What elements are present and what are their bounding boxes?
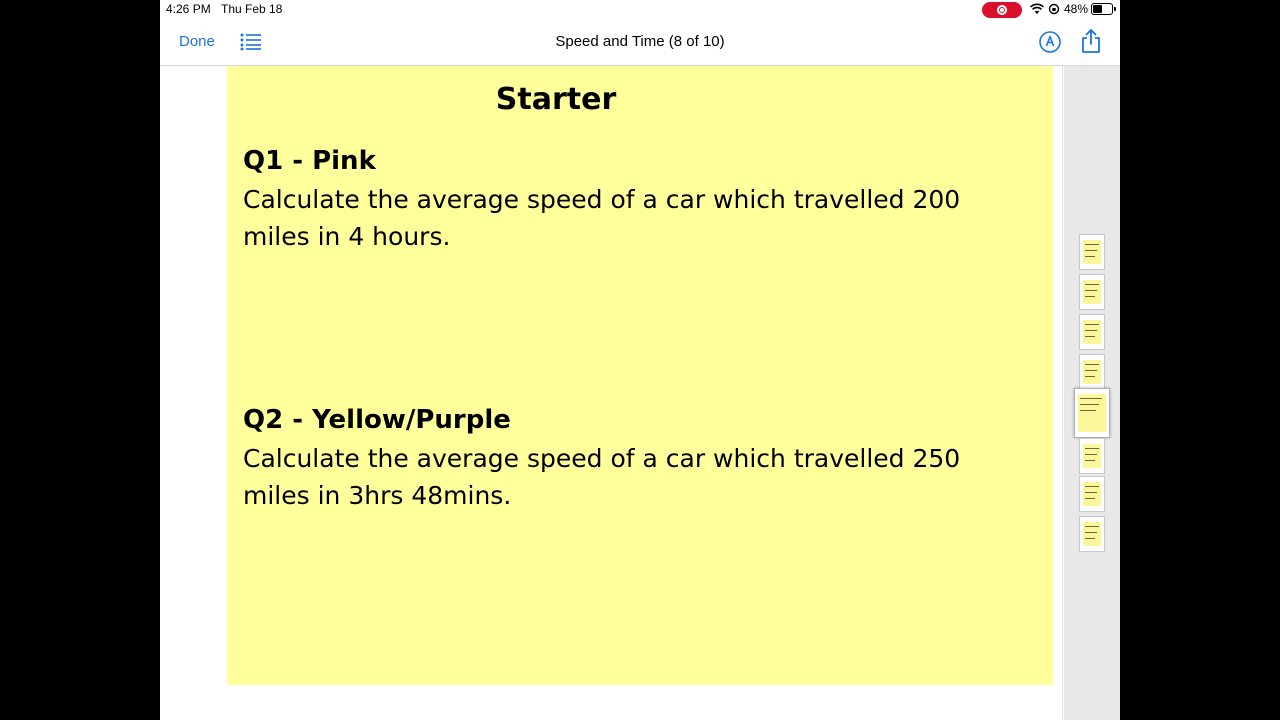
- page-thumbnail[interactable]: [1079, 274, 1105, 310]
- q1-text: Calculate the average speed of a car which travelled 200 miles in 4 hours.: [243, 185, 961, 251]
- page-thumbnail[interactable]: [1079, 516, 1105, 552]
- q1-heading: Q1 - Pink: [243, 146, 376, 176]
- status-time: 4:26 PM: [166, 2, 211, 16]
- thumbnail-text-line: [1085, 336, 1095, 337]
- thumbnail-preview: [1083, 444, 1101, 468]
- thumbnail-text-line: [1085, 290, 1097, 291]
- battery-percentage: 48%: [1064, 2, 1089, 16]
- ipad-screen: [160, 0, 1120, 720]
- markup-pen-icon[interactable]: [1038, 30, 1062, 54]
- page-thumbnail[interactable]: [1079, 234, 1105, 270]
- thumbnail-preview: [1083, 360, 1101, 384]
- document-viewer[interactable]: [160, 66, 1120, 720]
- wifi-icon: [1030, 3, 1044, 15]
- thumbnail-text-line: [1085, 296, 1095, 297]
- thumbnail-preview: [1083, 280, 1101, 304]
- thumbnail-text-line: [1085, 284, 1099, 285]
- thumbnail-text-line: [1085, 250, 1097, 251]
- q2-text: Calculate the average speed of a car which travelled 250 miles in 3hrs 48mins.: [243, 444, 961, 510]
- page-thumbnail[interactable]: [1079, 476, 1105, 512]
- thumbnail-text-line: [1085, 370, 1097, 371]
- page-thumbnail[interactable]: [1079, 314, 1105, 350]
- slide-title: Starter: [495, 82, 617, 117]
- page-thumbnail[interactable]: [1079, 354, 1105, 390]
- share-icon[interactable]: [1080, 28, 1102, 54]
- status-date: Thu Feb 18: [221, 2, 283, 16]
- done-button[interactable]: Done: [179, 33, 215, 50]
- thumbnail-text-line: [1085, 460, 1095, 461]
- list-icon[interactable]: [240, 33, 262, 51]
- page-thumbnail[interactable]: [1074, 388, 1110, 438]
- thumbnail-text-line: [1085, 526, 1099, 527]
- thumbnail-text-line: [1085, 324, 1099, 325]
- thumbnail-preview: [1083, 522, 1101, 546]
- page-thumbnail[interactable]: [1079, 438, 1105, 474]
- thumbnail-text-line: [1080, 410, 1096, 411]
- thumbnail-text-line: [1080, 404, 1099, 405]
- battery-icon: [1091, 3, 1113, 15]
- thumbnail-text-line: [1085, 364, 1099, 365]
- thumbnail-text-line: [1085, 498, 1095, 499]
- document-title: Speed and Time (8 of 10): [555, 33, 725, 50]
- thumbnail-preview: [1083, 482, 1101, 506]
- thumbnail-text-line: [1085, 376, 1095, 377]
- thumbnail-text-line: [1085, 448, 1099, 449]
- thumbnail-text-line: [1085, 244, 1099, 245]
- q2-heading: Q2 - Yellow/Purple: [243, 405, 511, 435]
- thumbnail-text-line: [1080, 398, 1102, 399]
- thumbnail-preview: [1083, 240, 1101, 264]
- orientation-lock-icon: [1048, 3, 1060, 15]
- thumbnail-text-line: [1085, 538, 1095, 539]
- page-thumbnail-rail[interactable]: [1064, 66, 1120, 720]
- thumbnail-text-line: [1085, 256, 1095, 257]
- document-page: [166, 66, 1063, 720]
- thumbnail-preview: [1078, 394, 1106, 432]
- screen-recording-icon[interactable]: [982, 2, 1022, 18]
- thumbnail-text-line: [1085, 532, 1097, 533]
- status-bar: [160, 0, 1120, 20]
- thumbnail-text-line: [1085, 330, 1097, 331]
- navigation-bar: [160, 20, 1120, 66]
- thumbnail-text-line: [1085, 486, 1099, 487]
- thumbnail-text-line: [1085, 454, 1097, 455]
- thumbnail-preview: [1083, 320, 1101, 344]
- thumbnail-text-line: [1085, 492, 1097, 493]
- slide: [227, 66, 1053, 685]
